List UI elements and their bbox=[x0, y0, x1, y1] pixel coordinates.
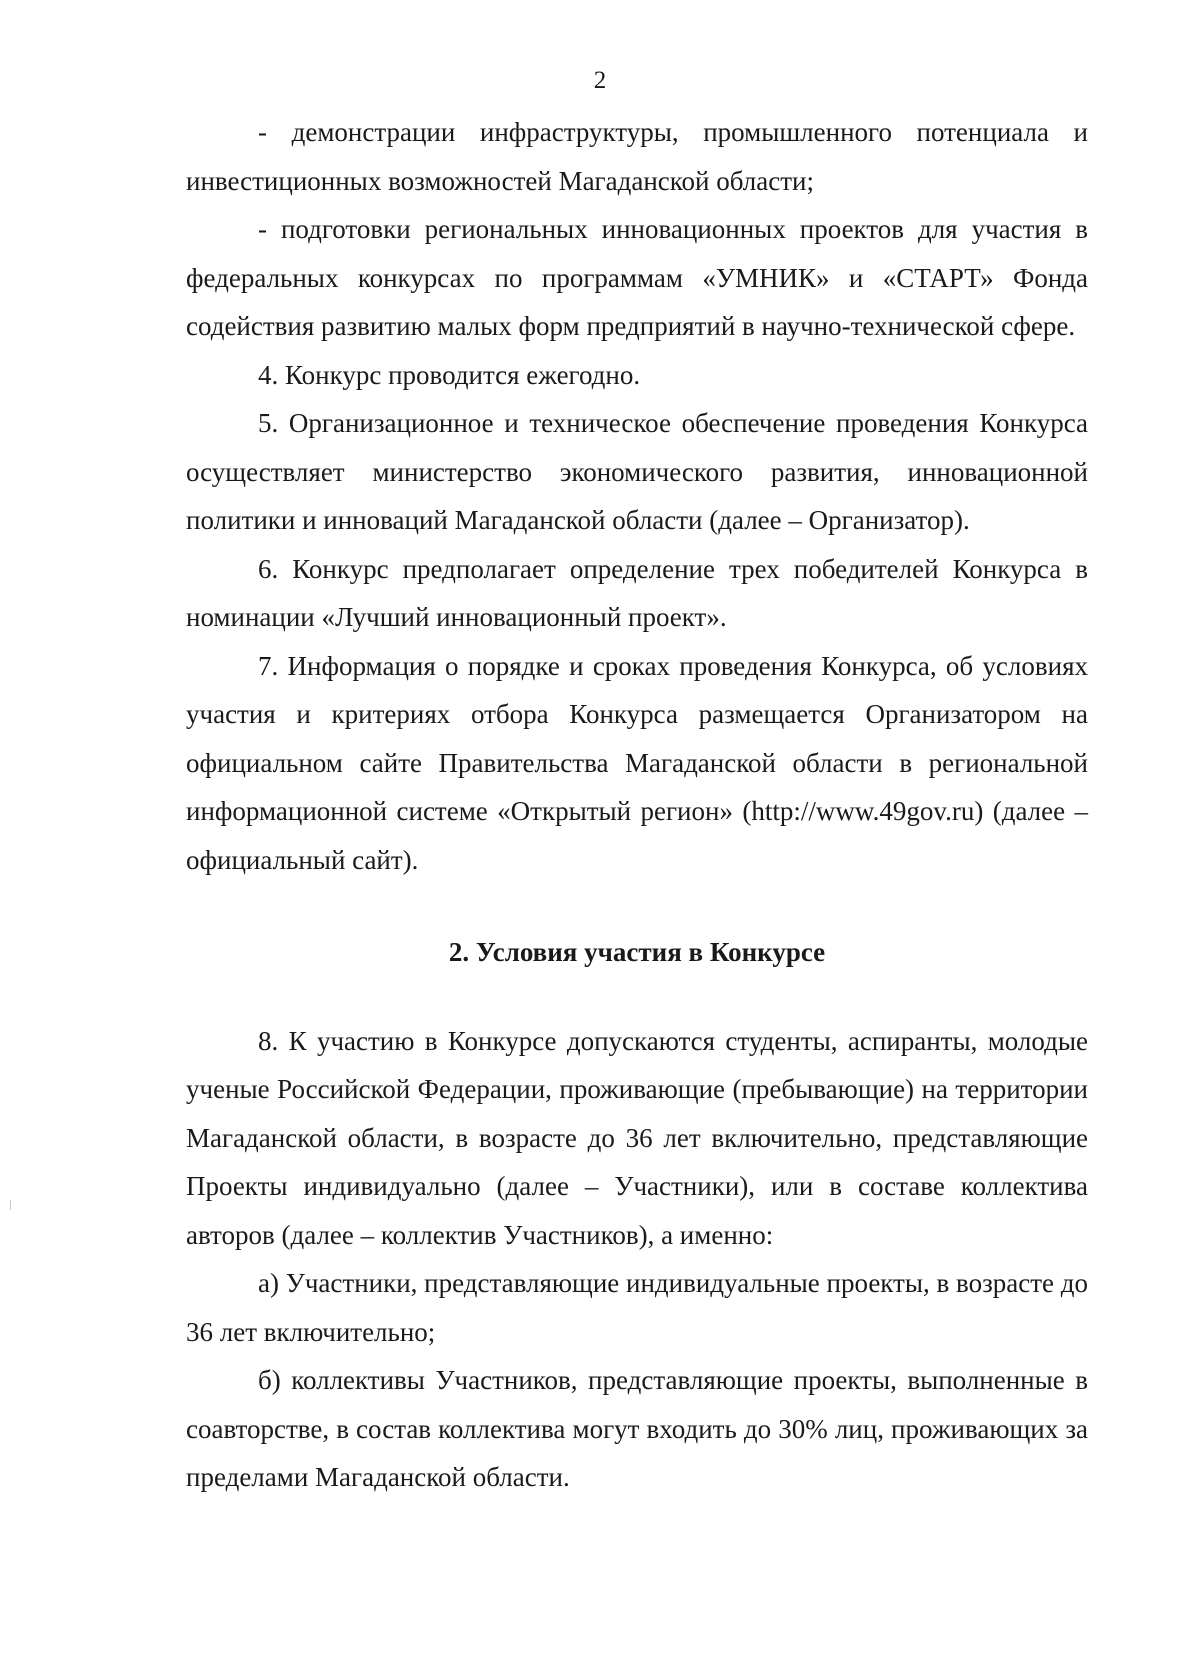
section-heading: 2. Условия участия в Конкурсе bbox=[448, 937, 826, 967]
paragraph-infrastructure: - демонстрации инфраструктуры, промышленного потенциала и инвестиционных возможностей Магаданской области; bbox=[186, 117, 1088, 196]
paragraph-item-6: 6. Конкурс предполагает определение трех победителей Конкурса в номинации «Лучший инновационный проект». bbox=[186, 553, 1088, 632]
paragraph-innovation-projects: - подготовки региональных инновационных проектов для участия в федеральных конкурсах по программам «УМНИК» и «СТАРТ» Фонда содействия развитию малых форм предприятий в научно-технической сфере. bbox=[186, 214, 1088, 341]
scan-mark bbox=[10, 1200, 11, 1210]
paragraph-item-7: 7. Информация о порядке и сроках проведения Конкурса, об условиях участия и критериях отбора Конкурса размещается Организатором на официальном сайте Правительства Магаданской области в региональной информационной системе «Открытый регион» (http://www.49gov.ru) (далее – официальный сайт). bbox=[186, 650, 1088, 875]
paragraph-item-8b: б) коллективы Участников, представляющие проекты, выполненные в соавторстве, в состав коллектива могут входить до 30% лиц, проживающих за пределами Магаданской области. bbox=[186, 1365, 1088, 1492]
paragraph-item-4: 4. Конкурс проводится ежегодно. bbox=[258, 359, 641, 390]
document-body bbox=[186, 108, 1088, 1502]
paragraph-item-8: 8. К участию в Конкурсе допускаются студенты, аспиранты, молодые ученые Российской Федерации, проживающие (пребывающие) на территории Магаданской области, в возрасте до 36 лет включительно, представляющие Проекты индивидуально (далее – Участники), или в составе коллектива авторов (далее – коллектив Участников), а именно: bbox=[186, 1025, 1088, 1250]
page-number: 2 bbox=[593, 67, 607, 94]
paragraph-item-8a: а) Участники, представляющие индивидуальные проекты, в возрасте до 36 лет включительно; bbox=[186, 1268, 1088, 1347]
paragraph-item-5: 5. Организационное и техническое обеспечение проведения Конкурса осуществляет министерство экономического развития, инновационной политики и инноваций Магаданской области (далее – Организатор). bbox=[186, 408, 1088, 535]
